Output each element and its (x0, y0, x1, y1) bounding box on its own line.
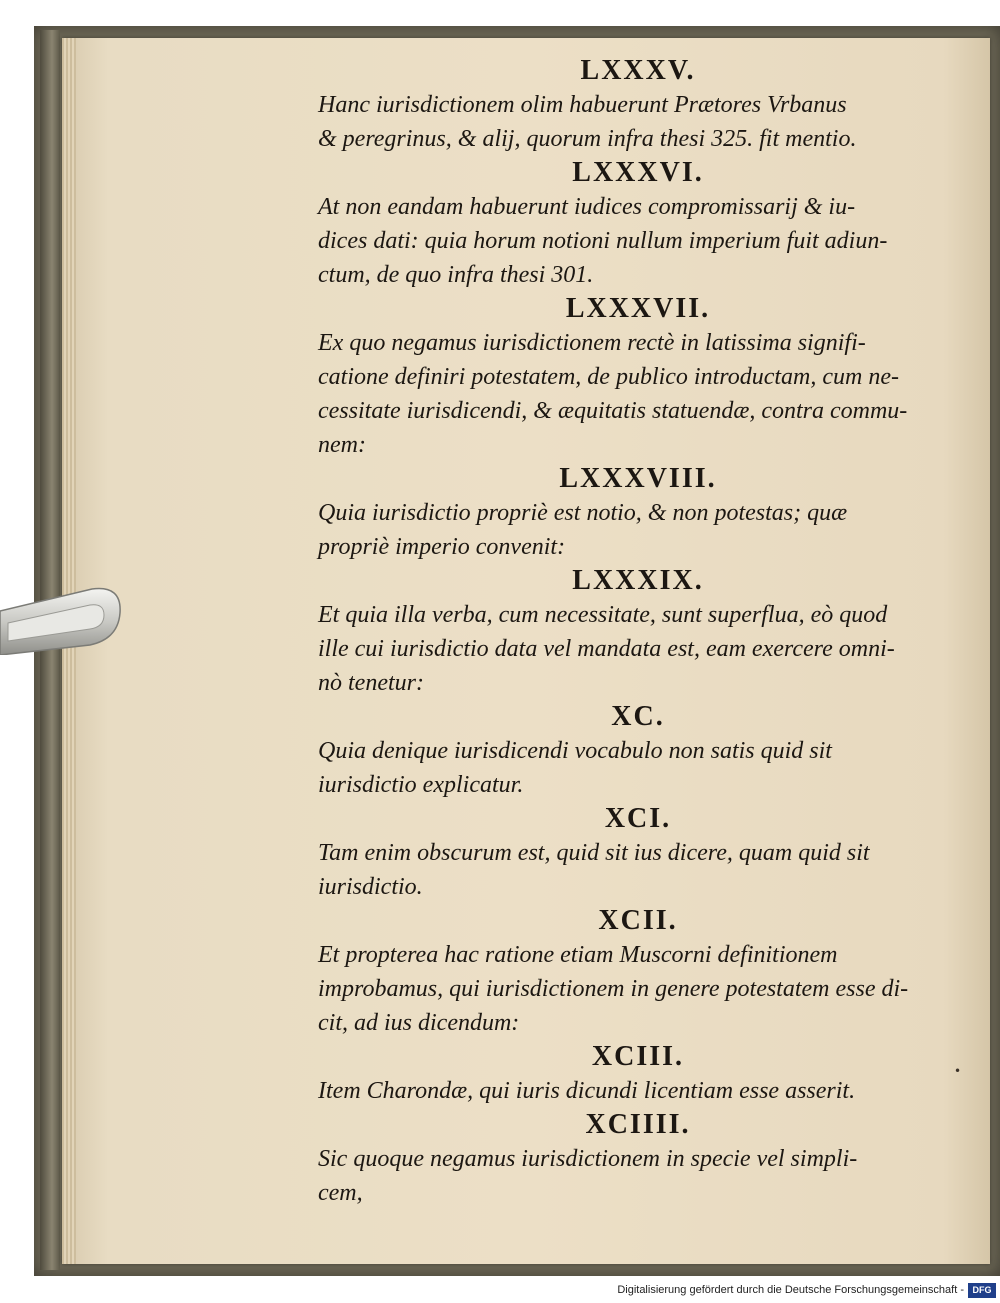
text-line: cessitate iurisdicendi, & æquitatis statuendæ, contra commu- (318, 398, 908, 424)
text-line: iurisdictio explicatur. (318, 772, 524, 798)
text-line: Et quia illa verba, cum necessitate, sunt superflua, eò quod (318, 602, 888, 628)
thesis-number: LXXXVI. (572, 157, 704, 188)
thesis-text (318, 734, 958, 802)
text-line: At non eandam habuerunt iudices compromissarij & iu- (318, 194, 856, 220)
footer-bar (0, 1280, 1000, 1303)
text-line: cem, (318, 1180, 363, 1206)
thesis-number: XCIII. (591, 1041, 685, 1072)
text-line: cit, ad ius dicendum: (318, 1010, 520, 1036)
dfg-logo: DFG (968, 1283, 996, 1298)
thesis-text (318, 88, 958, 156)
thesis-number: LXXXVIII. (559, 463, 717, 494)
text-line: Quia iurisdictio propriè est notio, & non potestas; quæ (318, 500, 848, 526)
text-line: improbamus, qui iurisdictionem in genere potestatem esse di- (318, 976, 909, 1002)
thesis-number: XCI. (604, 803, 672, 834)
footer-text: Digitalisierung gefördert durch die Deutsche Forschungsgemeinschaft - (617, 1284, 964, 1296)
text-line: Sic quoque negamus iurisdictionem in specie vel simpli- (318, 1146, 858, 1172)
thesis-text (318, 1074, 958, 1108)
text-line: propriè imperio convenit: (318, 534, 566, 560)
text-line: Ex quo negamus iurisdictionem rectè in latissima signifi- (318, 330, 866, 356)
catchword: • (954, 1064, 962, 1078)
thesis-number: LXXXIX. (572, 565, 704, 596)
text-line: catione definiri potestatem, de publico introductam, cum ne- (318, 364, 899, 390)
thesis-number: XC. (611, 701, 665, 732)
thesis-number: LXXXV. (580, 55, 696, 86)
text-line: Et propterea hac ratione etiam Muscorni definitionem (318, 942, 838, 968)
thesis-text (318, 496, 958, 564)
thesis-number: LXXXVII. (565, 293, 711, 324)
paper-clip-icon (0, 583, 122, 655)
text-line: ille cui iurisdictio data vel mandata est, eam exercere omni- (318, 636, 895, 662)
text-line: Hanc iurisdictionem olim habuerunt Prætores Vrbanus (318, 92, 847, 118)
text-line: Item Charondæ, qui iuris dicundi licentiam esse asserit. (318, 1078, 856, 1104)
page-text (318, 54, 958, 1210)
text-line: nò tenetur: (318, 670, 424, 696)
text-line: & peregrinus, & alij, quorum infra thesi 325. fit mentio. (318, 126, 857, 152)
thesis-text (318, 938, 958, 1040)
text-line: iurisdictio. (318, 874, 423, 900)
thesis-text (318, 326, 958, 462)
text-line: Tam enim obscurum est, quid sit ius dicere, quam quid sit (318, 840, 870, 866)
text-line: nem: (318, 432, 366, 458)
thesis-text (318, 836, 958, 904)
thesis-number: XCII. (598, 905, 678, 936)
thesis-text (318, 598, 958, 700)
thesis-text (318, 190, 958, 292)
text-line: ctum, de quo infra thesi 301. (318, 262, 594, 288)
thesis-number: XCIIII. (585, 1109, 691, 1140)
thesis-text (318, 1142, 958, 1210)
text-line: dices dati: quia horum notioni nullum imperium fuit adiun- (318, 228, 888, 254)
text-line: Quia denique iurisdicendi vocabulo non satis quid sit (318, 738, 832, 764)
